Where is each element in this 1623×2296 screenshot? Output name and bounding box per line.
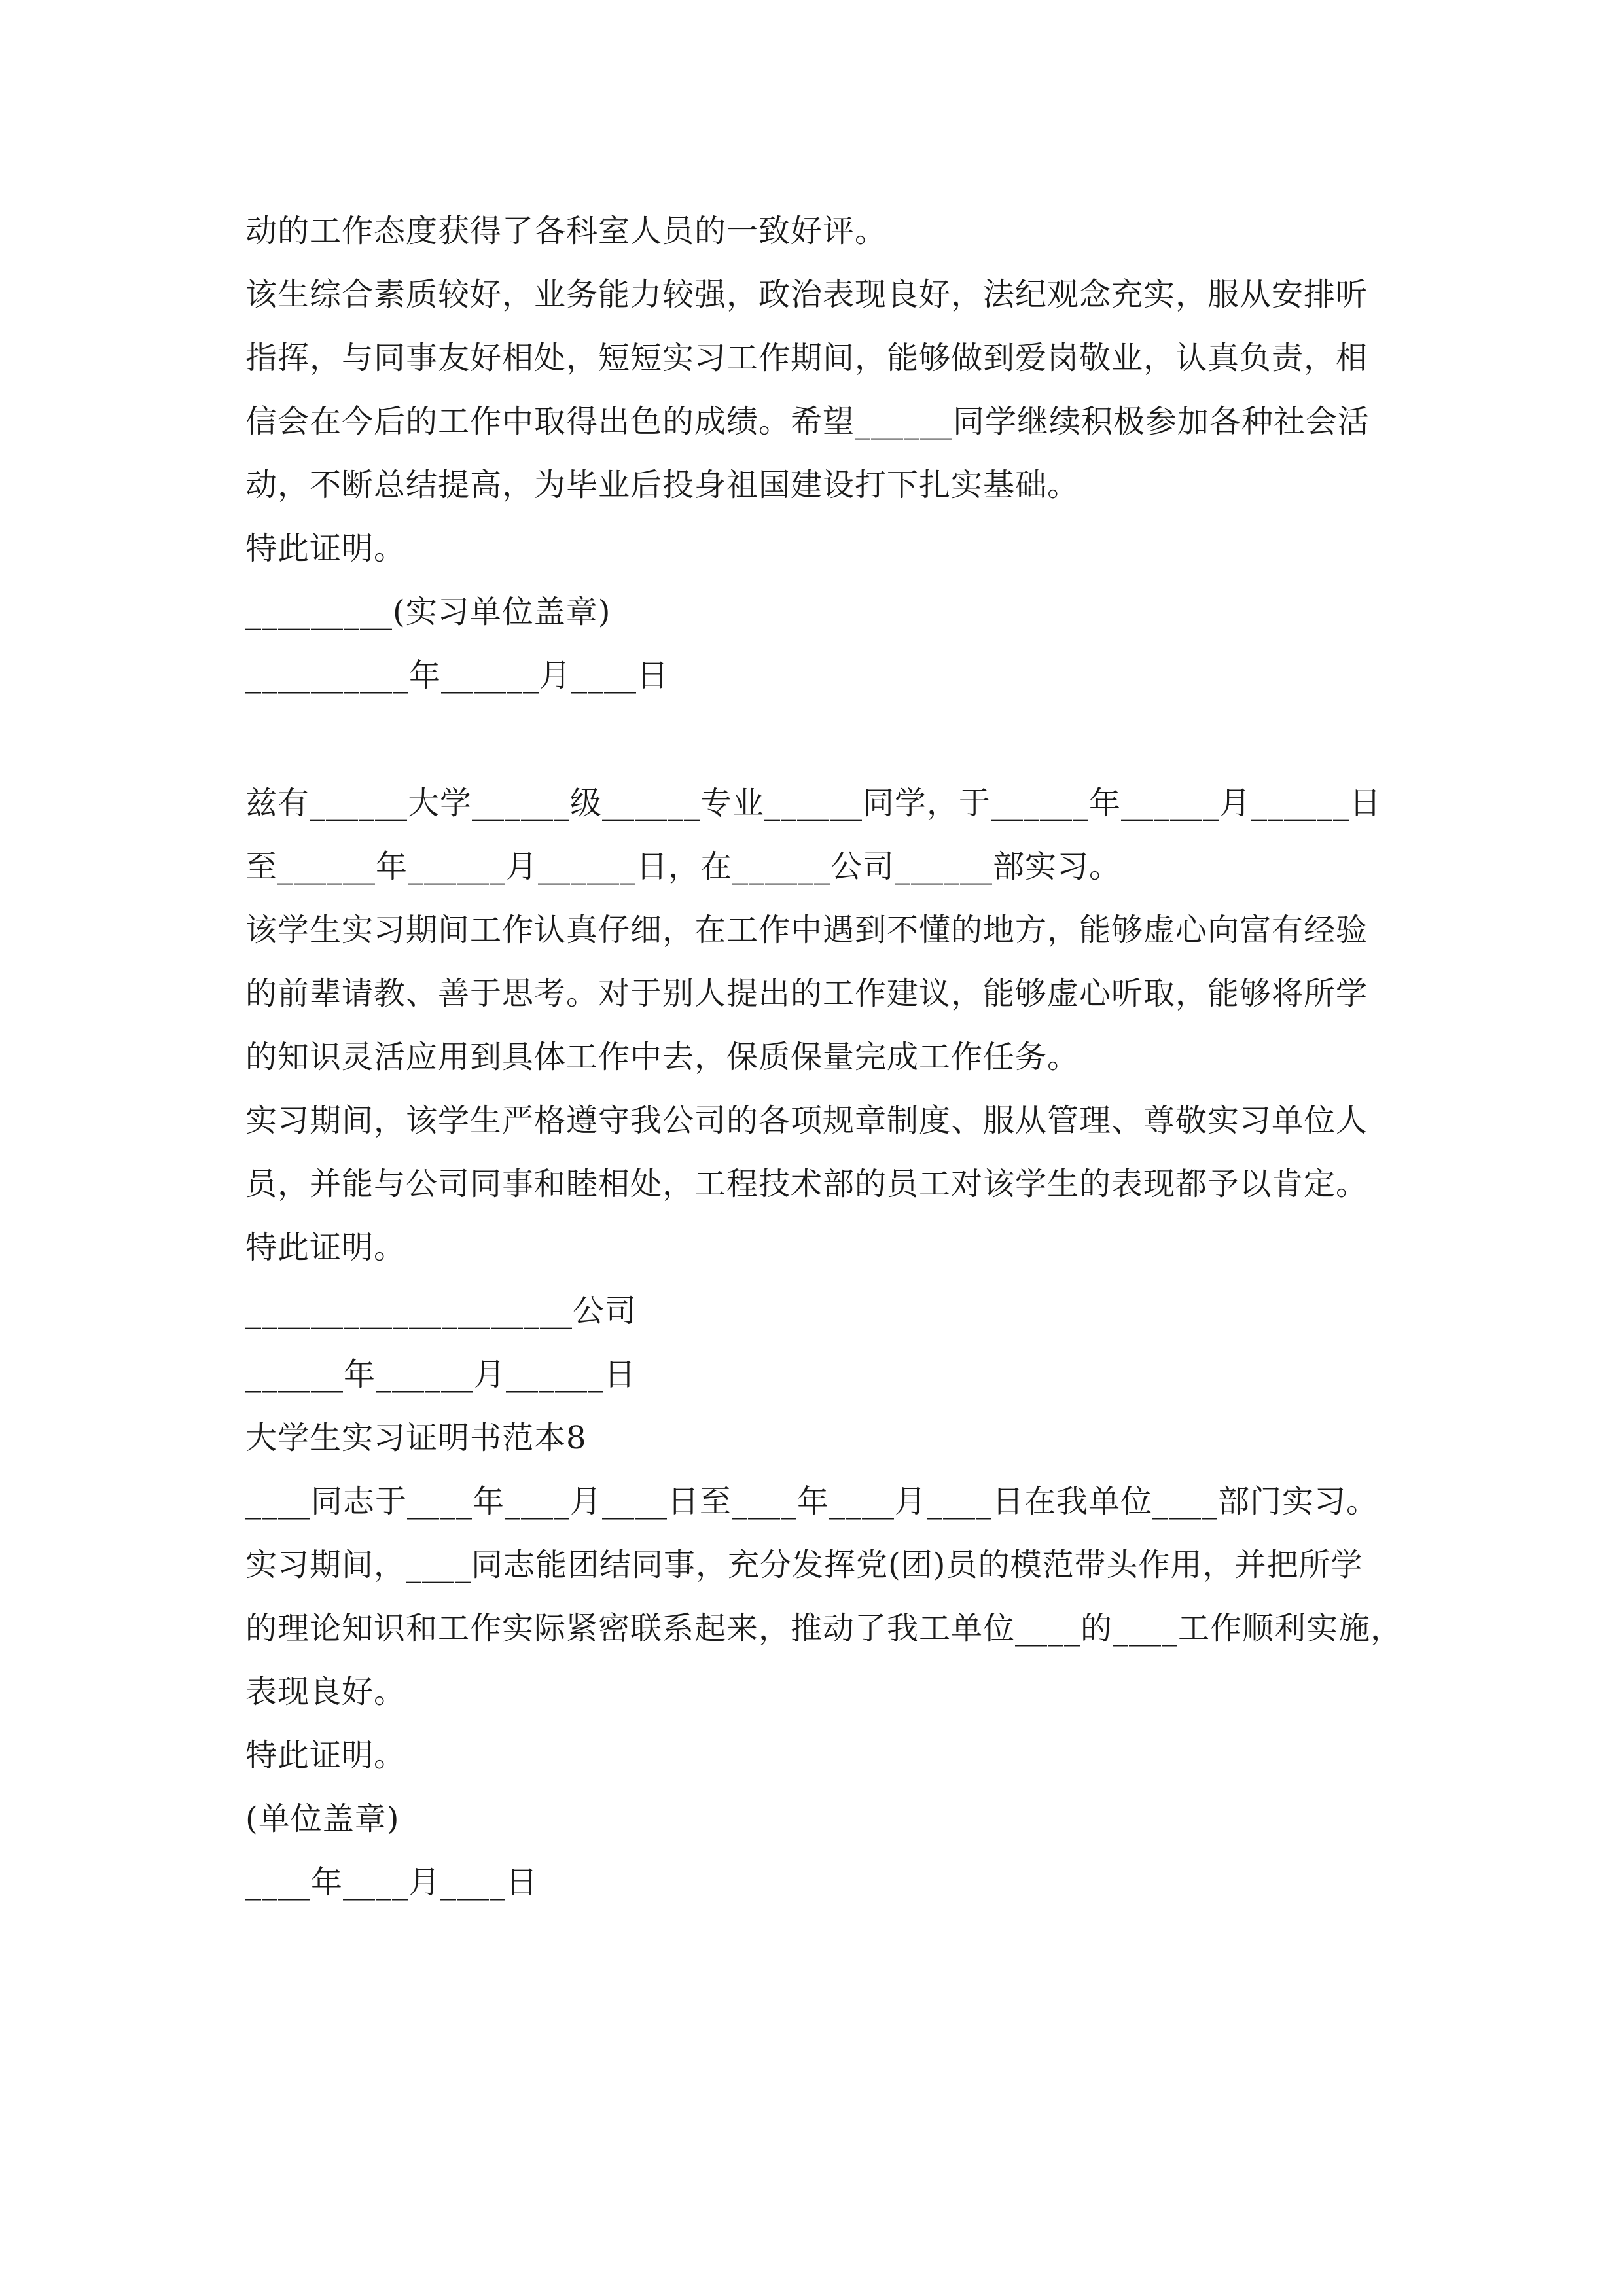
s1-line-4: 信会在今后的工作中取得出色的成绩。希望______同学继续积极参加各种社会活 [245, 403, 1370, 440]
s2-line-7: 员，并能与公司同事和睦相处，工程技术部的员工对该学生的表现都予以肯定。 [245, 1166, 1368, 1202]
s1-closing: 特此证明。 [245, 530, 406, 567]
s2-line-4: 的前辈请教、善于思考。对于别人提出的工作建议，能够虚心听取，能够将所学 [245, 975, 1368, 1012]
s3-date: ____年____月____日 [245, 1864, 539, 1901]
s2-line-2: 至______年______月______日，在______公司______部实习。 [245, 848, 1122, 885]
s2-closing: 特此证明。 [245, 1229, 406, 1266]
s2-line-3: 该学生实习期间工作认真仔细，在工作中遇到不懂的地方，能够虚心向富有经验 [245, 912, 1368, 948]
s3-line-2: 实习期间，____同志能团结同事，充分发挥党(团)员的模范带头作用，并把所学 [245, 1547, 1363, 1583]
s3-line-1: ____同志于____年____月____日至____年____月____日在我单位____部门实习。 [245, 1483, 1379, 1520]
s1-line-1: 动的工作态度获得了各科室人员的一致好评。 [245, 213, 887, 249]
s1-line-5: 动，不断总结提高，为毕业后投身祖国建设打下扎实基础。 [245, 467, 1080, 503]
s1-seal: _________(实习单位盖章) [245, 594, 611, 630]
s2-line-6: 实习期间，该学生严格遵守我公司的各项规章制度、服从管理、尊敬实习单位人 [245, 1102, 1368, 1139]
s3-closing: 特此证明。 [245, 1737, 406, 1774]
s3-line-3: 的理论知识和工作实际紧密联系起来，推动了我工单位____的____工作顺利实施， [245, 1610, 1403, 1647]
s3-line-4: 表现良好。 [245, 1674, 406, 1710]
s2-date: ______年______月______日 [245, 1356, 637, 1393]
s3-seal: (单位盖章) [245, 1801, 400, 1837]
s2-company: ____________________公司 [245, 1293, 637, 1329]
s2-line-5: 的知识灵活应用到具体工作中去，保质保量完成工作任务。 [245, 1039, 1080, 1075]
s1-date: __________年______月____日 [245, 657, 669, 694]
s1-line-3: 指挥，与同事友好相处，短短实习工作期间，能够做到爱岗敬业，认真负责，相 [245, 340, 1368, 376]
s3-title: 大学生实习证明书范本8 [245, 1420, 587, 1456]
s1-line-2: 该生综合素质较好，业务能力较强，政治表现良好，法纪观念充实，服从安排听 [245, 276, 1368, 313]
s2-line-1: 兹有______大学______级______专业______同学，于______年______月______日 [245, 785, 1382, 821]
